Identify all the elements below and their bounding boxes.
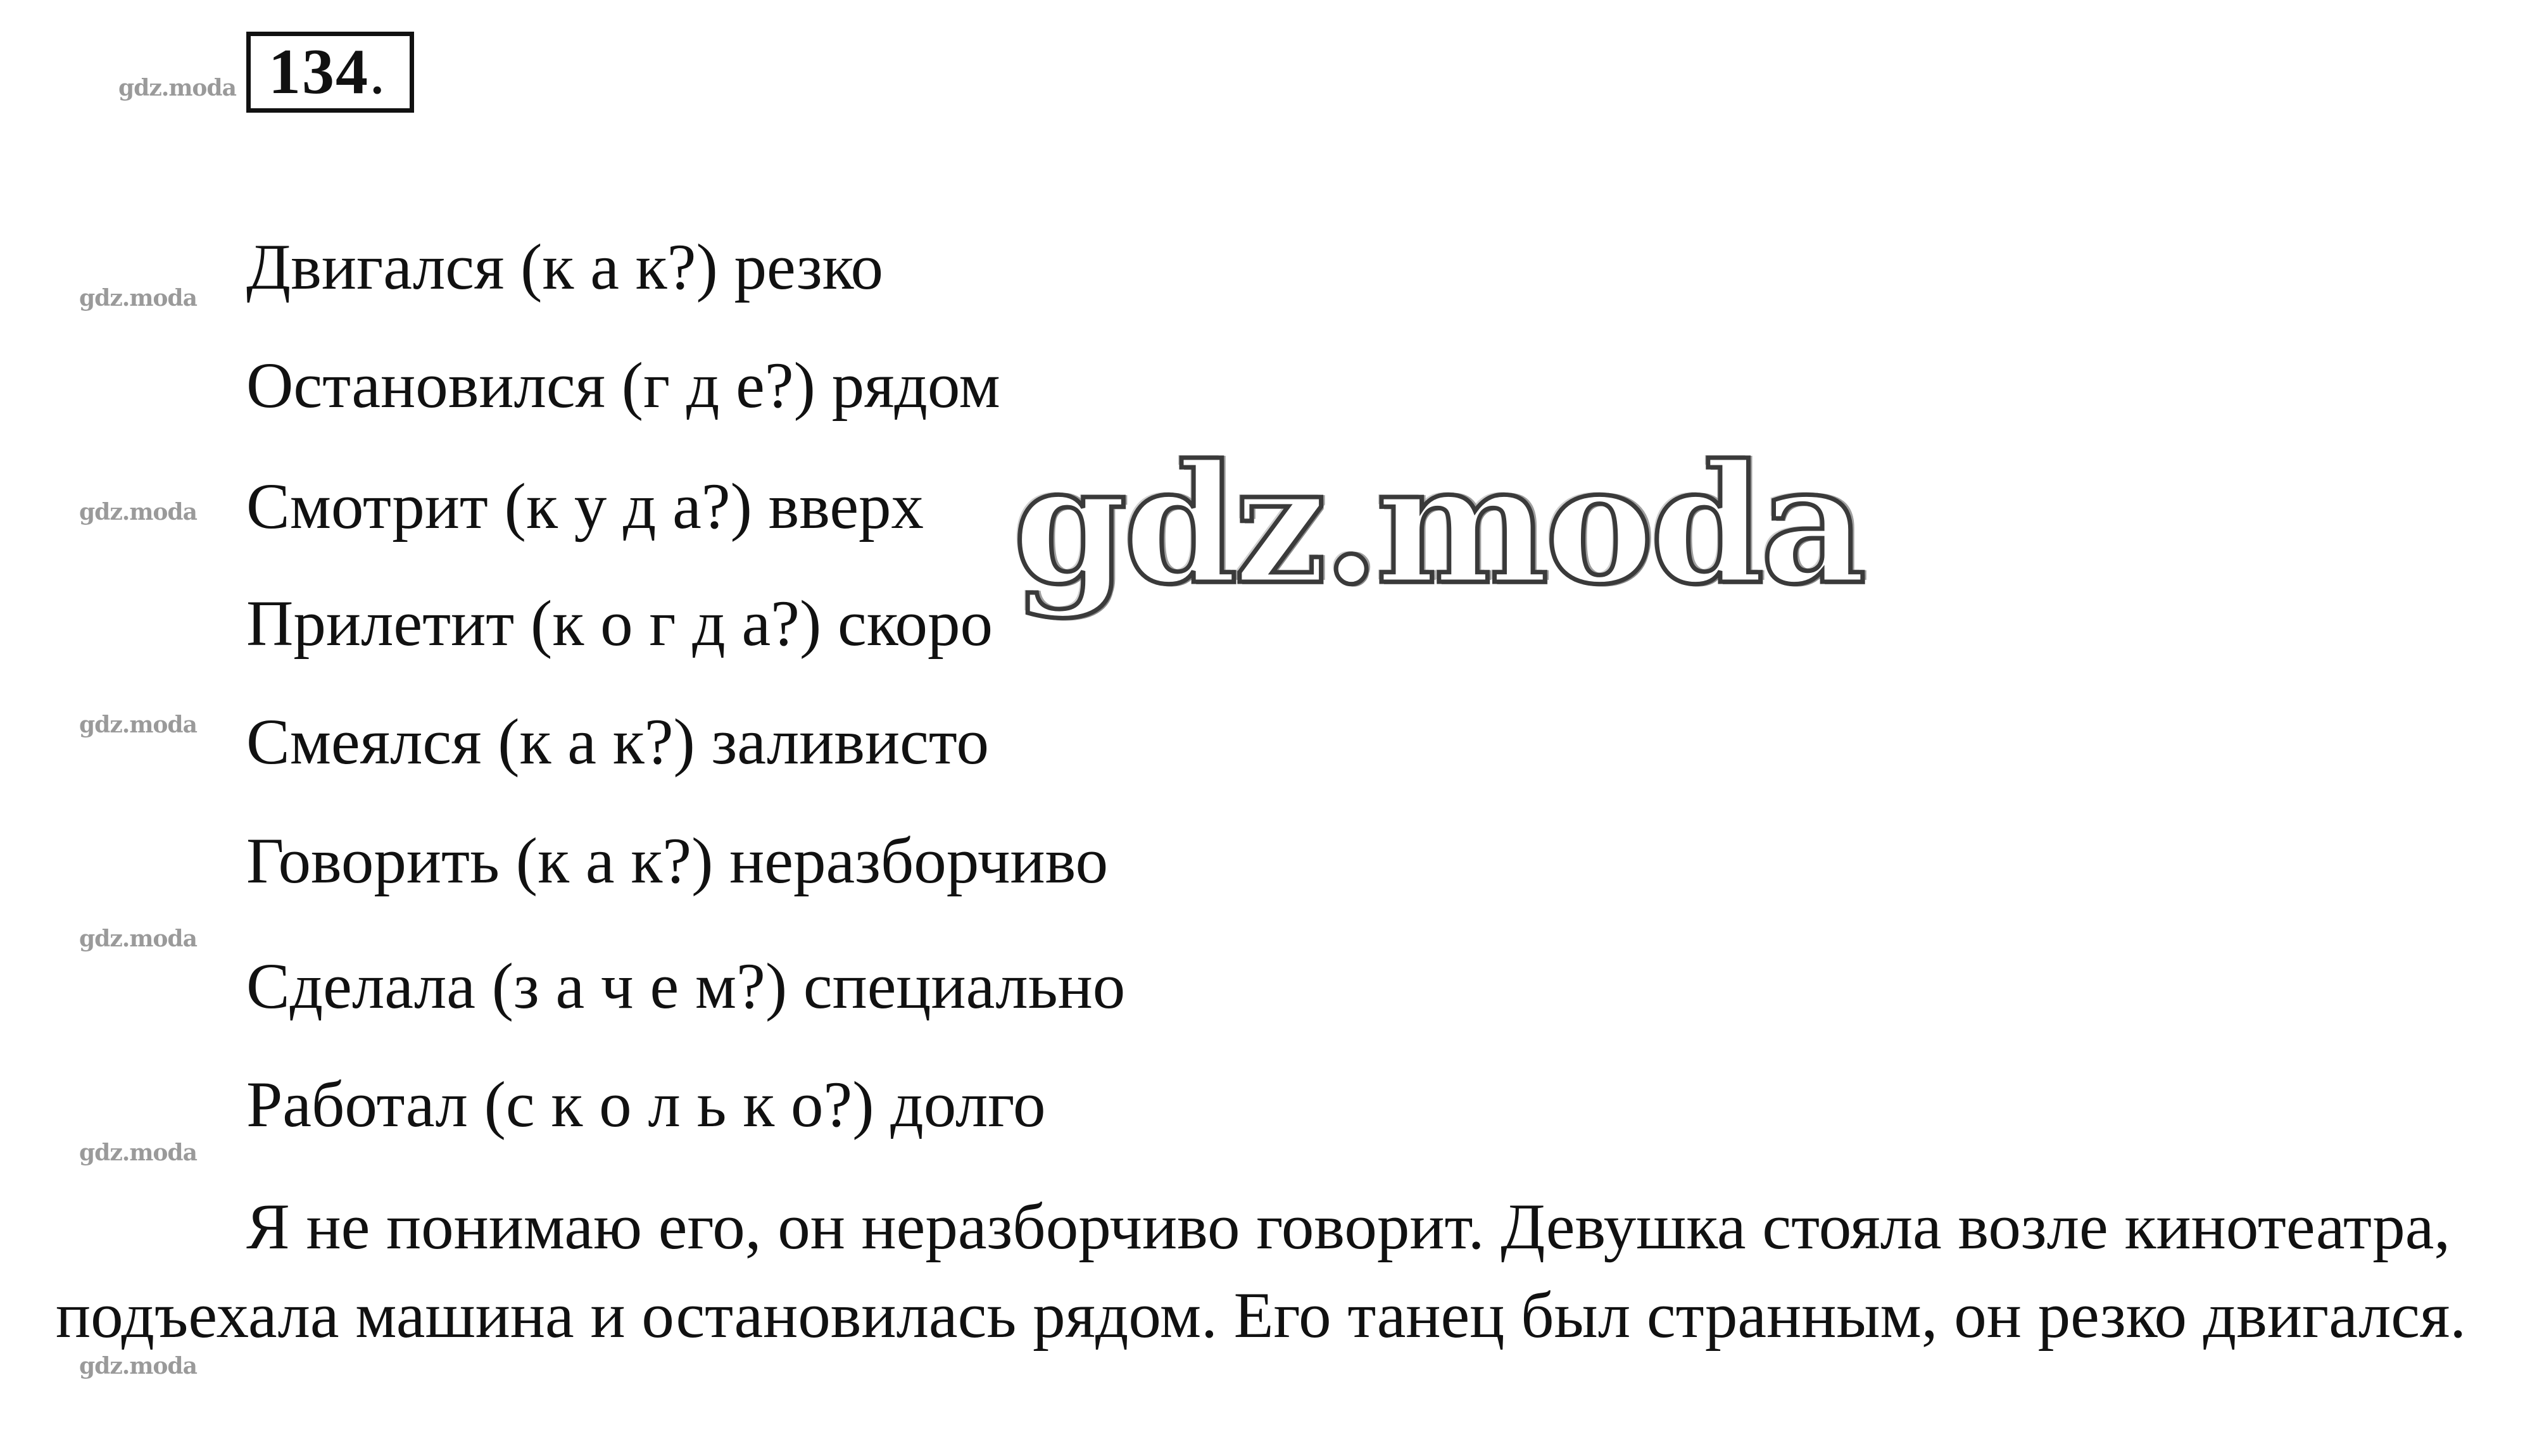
paragraph-text: Я не понимаю его, он неразборчиво говорит. Девушка стояла возле кинотеатра, подъехала машина и остановилась рядом. Его танец был странным, он резко двигался.	[56, 1191, 2467, 1352]
watermark-small: gdz.moda	[79, 926, 197, 952]
watermark-small: gdz.moda	[79, 712, 197, 738]
answer-line: Смеялся (к а к?) заливисто	[246, 706, 990, 778]
answer-line: Смотрит (к у д а?) вверх	[246, 470, 924, 543]
task-number-box	[246, 32, 414, 113]
answer-line: Говорить (к а к?) неразборчиво	[246, 825, 1109, 897]
answer-line: Работал (с к о л ь к о?) долго	[246, 1069, 1046, 1141]
watermark-small: gdz.moda	[79, 285, 197, 311]
answer-line: Двигался (к а к?) резко	[246, 231, 883, 303]
watermark-small: gdz.moda	[79, 1353, 197, 1379]
watermark-large: gdz.moda	[1013, 429, 1863, 620]
answer-paragraph	[56, 1183, 2474, 1360]
task-number: 134	[268, 36, 369, 108]
answer-line: Сделала (з а ч е м?) специально	[246, 950, 1126, 1022]
task-number-dot: .	[369, 36, 387, 108]
answer-line: Остановился (г д е?) рядом	[246, 349, 1000, 422]
watermark-small: gdz.moda	[79, 1139, 197, 1166]
watermark-small: gdz.moda	[118, 75, 236, 101]
watermark-small: gdz.moda	[79, 499, 197, 525]
answer-line: Прилетит (к о г д а?) скоро	[246, 587, 993, 660]
